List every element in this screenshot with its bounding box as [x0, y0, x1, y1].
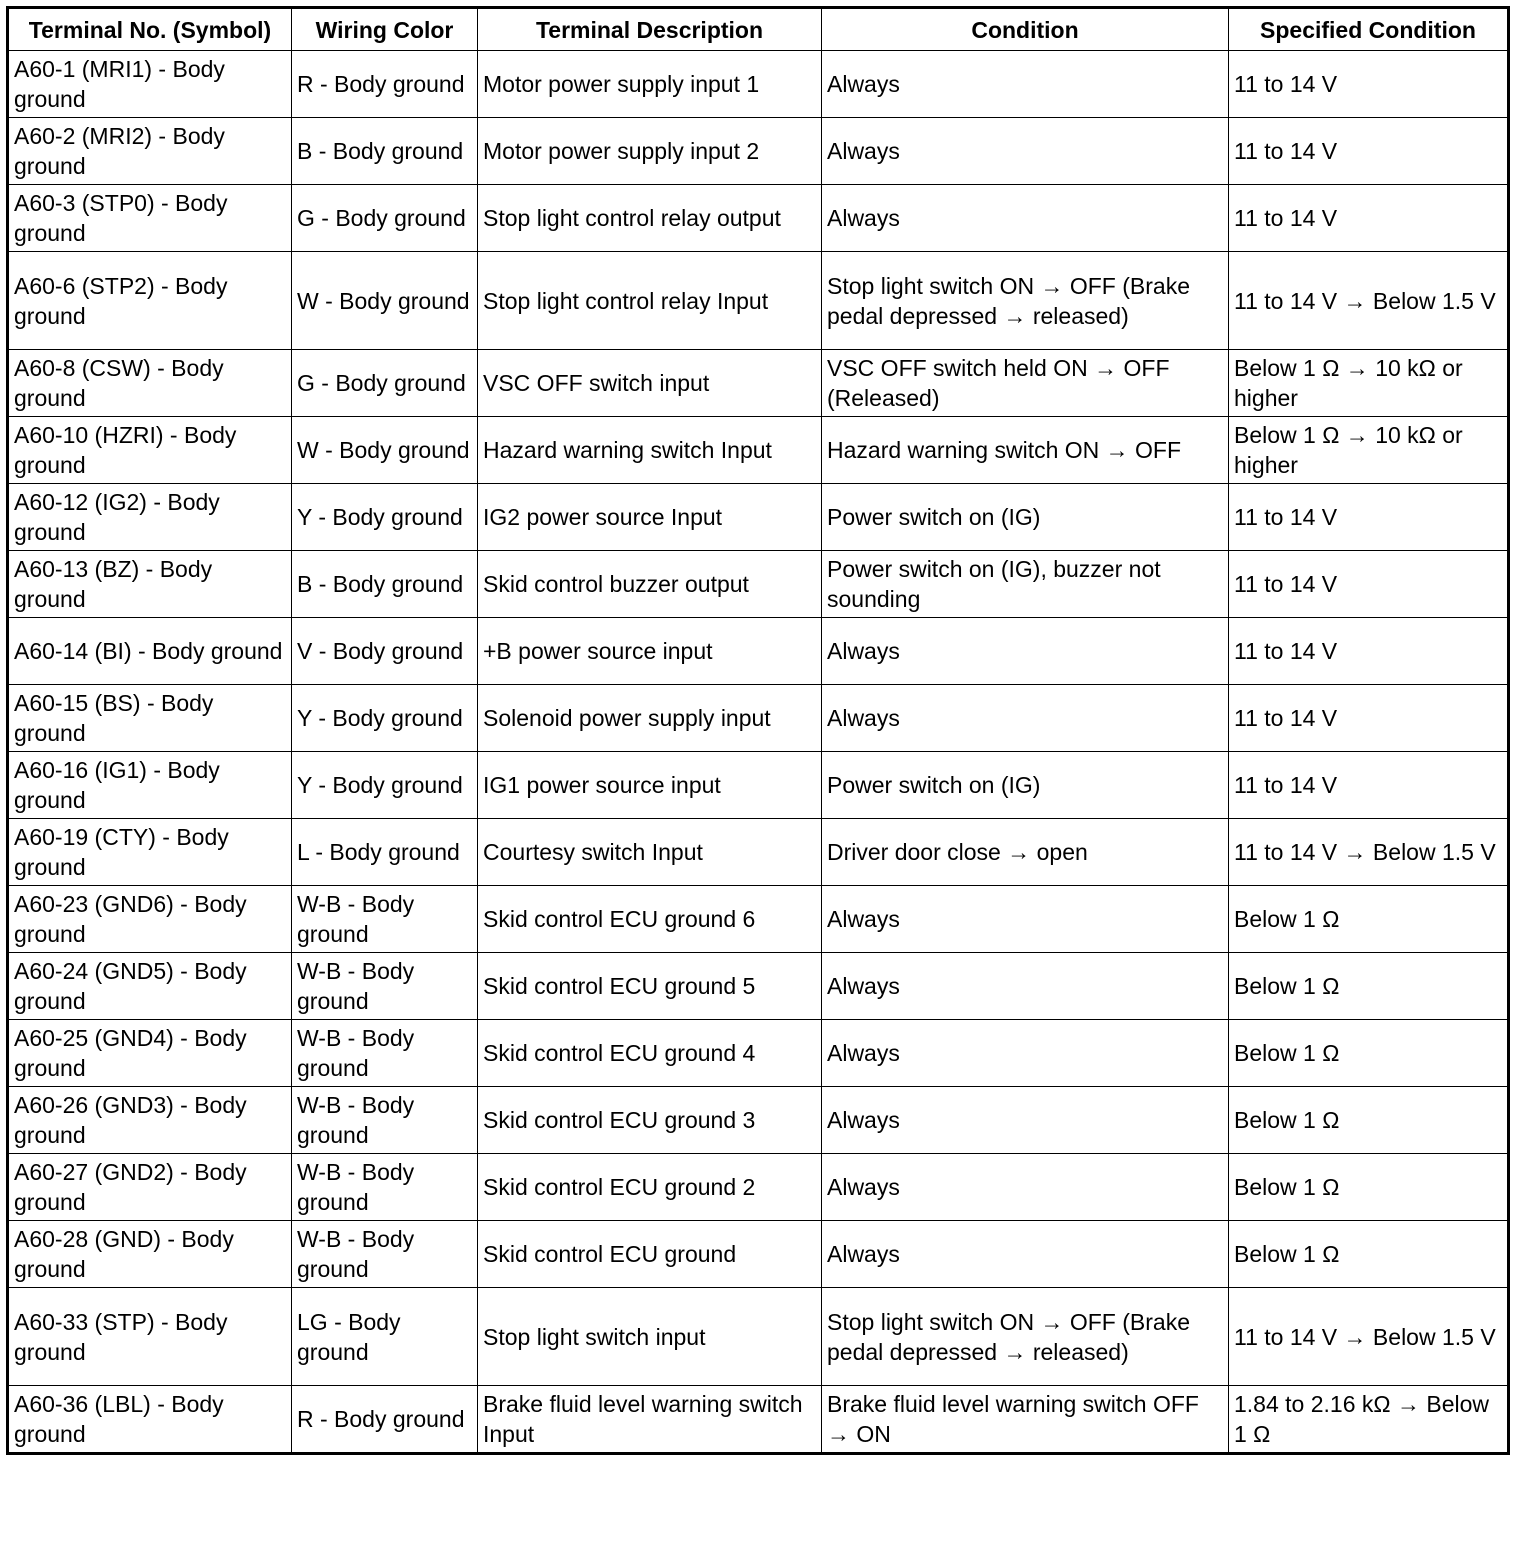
cell-terminal: A60-23 (GND6) - Body ground	[8, 886, 292, 953]
cell-description: Stop light control relay output	[478, 185, 822, 252]
cell-specified-condition: 11 to 14 V	[1229, 752, 1509, 819]
cell-wiring-color: B - Body ground	[292, 118, 478, 185]
cell-terminal: A60-24 (GND5) - Body ground	[8, 953, 292, 1020]
table-row	[8, 685, 1509, 752]
cell-terminal: A60-1 (MRI1) - Body ground	[8, 51, 292, 118]
cell-wiring-color: Y - Body ground	[292, 752, 478, 819]
cell-specified-condition: Below 1 Ω	[1229, 1087, 1509, 1154]
table-body	[8, 51, 1509, 1454]
cell-description: Stop light switch input	[478, 1288, 822, 1386]
cell-terminal: A60-33 (STP) - Body ground	[8, 1288, 292, 1386]
header-row	[8, 8, 1509, 51]
cell-description: Skid control ECU ground	[478, 1221, 822, 1288]
cell-wiring-color: G - Body ground	[292, 185, 478, 252]
table-row	[8, 1020, 1509, 1087]
cell-condition: Always	[822, 886, 1229, 953]
table-row	[8, 1288, 1509, 1386]
cell-description: VSC OFF switch input	[478, 350, 822, 417]
table-row	[8, 350, 1509, 417]
cell-specified-condition: Below 1 Ω	[1229, 886, 1509, 953]
table-header	[8, 8, 1509, 51]
table-row	[8, 618, 1509, 685]
cell-specified-condition: 11 to 14 V → Below 1.5 V	[1229, 252, 1509, 350]
cell-description: Hazard warning switch Input	[478, 417, 822, 484]
cell-wiring-color: W-B - Body ground	[292, 953, 478, 1020]
cell-wiring-color: W-B - Body ground	[292, 1221, 478, 1288]
cell-wiring-color: B - Body ground	[292, 551, 478, 618]
header-wiring-color: Wiring Color	[292, 8, 478, 51]
header-terminal-no: Terminal No. (Symbol)	[8, 8, 292, 51]
table-row	[8, 886, 1509, 953]
cell-description: Motor power supply input 2	[478, 118, 822, 185]
cell-specified-condition: 11 to 14 V	[1229, 551, 1509, 618]
cell-condition: Always	[822, 618, 1229, 685]
cell-wiring-color: LG - Body ground	[292, 1288, 478, 1386]
cell-description: Stop light control relay Input	[478, 252, 822, 350]
cell-condition: Stop light switch ON → OFF (Brake pedal depressed → released)	[822, 1288, 1229, 1386]
cell-wiring-color: L - Body ground	[292, 819, 478, 886]
cell-description: Solenoid power supply input	[478, 685, 822, 752]
cell-description: +B power source input	[478, 618, 822, 685]
cell-wiring-color: W-B - Body ground	[292, 1087, 478, 1154]
cell-condition: Always	[822, 685, 1229, 752]
cell-wiring-color: Y - Body ground	[292, 484, 478, 551]
cell-condition: Power switch on (IG), buzzer not sounding	[822, 551, 1229, 618]
cell-description: Skid control ECU ground 3	[478, 1087, 822, 1154]
table-row	[8, 252, 1509, 350]
table-row	[8, 417, 1509, 484]
cell-wiring-color: W-B - Body ground	[292, 1020, 478, 1087]
cell-terminal: A60-27 (GND2) - Body ground	[8, 1154, 292, 1221]
cell-condition: Always	[822, 51, 1229, 118]
cell-specified-condition: 11 to 14 V	[1229, 685, 1509, 752]
table-row	[8, 1087, 1509, 1154]
cell-wiring-color: W - Body ground	[292, 252, 478, 350]
cell-wiring-color: V - Body ground	[292, 618, 478, 685]
cell-terminal: A60-16 (IG1) - Body ground	[8, 752, 292, 819]
table-row	[8, 484, 1509, 551]
cell-terminal: A60-26 (GND3) - Body ground	[8, 1087, 292, 1154]
cell-condition: Hazard warning switch ON → OFF	[822, 417, 1229, 484]
table-row	[8, 185, 1509, 252]
cell-description: Courtesy switch Input	[478, 819, 822, 886]
cell-condition: Always	[822, 1154, 1229, 1221]
table-row	[8, 1154, 1509, 1221]
cell-specified-condition: 11 to 14 V → Below 1.5 V	[1229, 1288, 1509, 1386]
cell-wiring-color: R - Body ground	[292, 51, 478, 118]
cell-description: IG1 power source input	[478, 752, 822, 819]
table-row	[8, 118, 1509, 185]
cell-terminal: A60-8 (CSW) - Body ground	[8, 350, 292, 417]
header-terminal-description: Terminal Description	[478, 8, 822, 51]
cell-condition: Always	[822, 185, 1229, 252]
cell-description: Brake fluid level warning switch Input	[478, 1386, 822, 1454]
cell-terminal: A60-28 (GND) - Body ground	[8, 1221, 292, 1288]
cell-terminal: A60-13 (BZ) - Body ground	[8, 551, 292, 618]
cell-specified-condition: 11 to 14 V	[1229, 484, 1509, 551]
terminal-spec-table	[6, 6, 1510, 1455]
cell-condition: VSC OFF switch held ON → OFF (Released)	[822, 350, 1229, 417]
table-row	[8, 51, 1509, 118]
cell-terminal: A60-10 (HZRI) - Body ground	[8, 417, 292, 484]
cell-specified-condition: Below 1 Ω → 10 kΩ or higher	[1229, 417, 1509, 484]
cell-condition: Always	[822, 118, 1229, 185]
cell-specified-condition: 11 to 14 V	[1229, 51, 1509, 118]
cell-condition: Power switch on (IG)	[822, 484, 1229, 551]
cell-specified-condition: 11 to 14 V	[1229, 118, 1509, 185]
cell-description: Skid control ECU ground 4	[478, 1020, 822, 1087]
cell-terminal: A60-36 (LBL) - Body ground	[8, 1386, 292, 1454]
cell-condition: Driver door close → open	[822, 819, 1229, 886]
cell-wiring-color: W - Body ground	[292, 417, 478, 484]
cell-specified-condition: 11 to 14 V → Below 1.5 V	[1229, 819, 1509, 886]
cell-description: Motor power supply input 1	[478, 51, 822, 118]
cell-specified-condition: Below 1 Ω	[1229, 1221, 1509, 1288]
cell-condition: Stop light switch ON → OFF (Brake pedal depressed → released)	[822, 252, 1229, 350]
cell-terminal: A60-19 (CTY) - Body ground	[8, 819, 292, 886]
cell-specified-condition: Below 1 Ω	[1229, 953, 1509, 1020]
cell-terminal: A60-12 (IG2) - Body ground	[8, 484, 292, 551]
cell-condition: Brake fluid level warning switch OFF → ON	[822, 1386, 1229, 1454]
table-row	[8, 1386, 1509, 1454]
cell-wiring-color: R - Body ground	[292, 1386, 478, 1454]
cell-specified-condition: 11 to 14 V	[1229, 618, 1509, 685]
cell-terminal: A60-14 (BI) - Body ground	[8, 618, 292, 685]
cell-terminal: A60-15 (BS) - Body ground	[8, 685, 292, 752]
header-specified-condition: Specified Condition	[1229, 8, 1509, 51]
table-row	[8, 752, 1509, 819]
cell-specified-condition: 1.84 to 2.16 kΩ → Below 1 Ω	[1229, 1386, 1509, 1454]
cell-specified-condition: Below 1 Ω → 10 kΩ or higher	[1229, 350, 1509, 417]
cell-condition: Always	[822, 1221, 1229, 1288]
cell-wiring-color: G - Body ground	[292, 350, 478, 417]
cell-condition: Always	[822, 1087, 1229, 1154]
cell-terminal: A60-3 (STP0) - Body ground	[8, 185, 292, 252]
cell-description: Skid control ECU ground 5	[478, 953, 822, 1020]
cell-condition: Always	[822, 1020, 1229, 1087]
table-row	[8, 1221, 1509, 1288]
cell-wiring-color: W-B - Body ground	[292, 886, 478, 953]
cell-description: Skid control buzzer output	[478, 551, 822, 618]
cell-wiring-color: W-B - Body ground	[292, 1154, 478, 1221]
table-row	[8, 953, 1509, 1020]
cell-description: Skid control ECU ground 2	[478, 1154, 822, 1221]
cell-wiring-color: Y - Body ground	[292, 685, 478, 752]
cell-condition: Always	[822, 953, 1229, 1020]
header-condition: Condition	[822, 8, 1229, 51]
cell-condition: Power switch on (IG)	[822, 752, 1229, 819]
cell-specified-condition: Below 1 Ω	[1229, 1154, 1509, 1221]
cell-terminal: A60-2 (MRI2) - Body ground	[8, 118, 292, 185]
cell-specified-condition: Below 1 Ω	[1229, 1020, 1509, 1087]
table-row	[8, 551, 1509, 618]
cell-description: Skid control ECU ground 6	[478, 886, 822, 953]
cell-terminal: A60-25 (GND4) - Body ground	[8, 1020, 292, 1087]
cell-description: IG2 power source Input	[478, 484, 822, 551]
cell-terminal: A60-6 (STP2) - Body ground	[8, 252, 292, 350]
cell-specified-condition: 11 to 14 V	[1229, 185, 1509, 252]
table-row	[8, 819, 1509, 886]
